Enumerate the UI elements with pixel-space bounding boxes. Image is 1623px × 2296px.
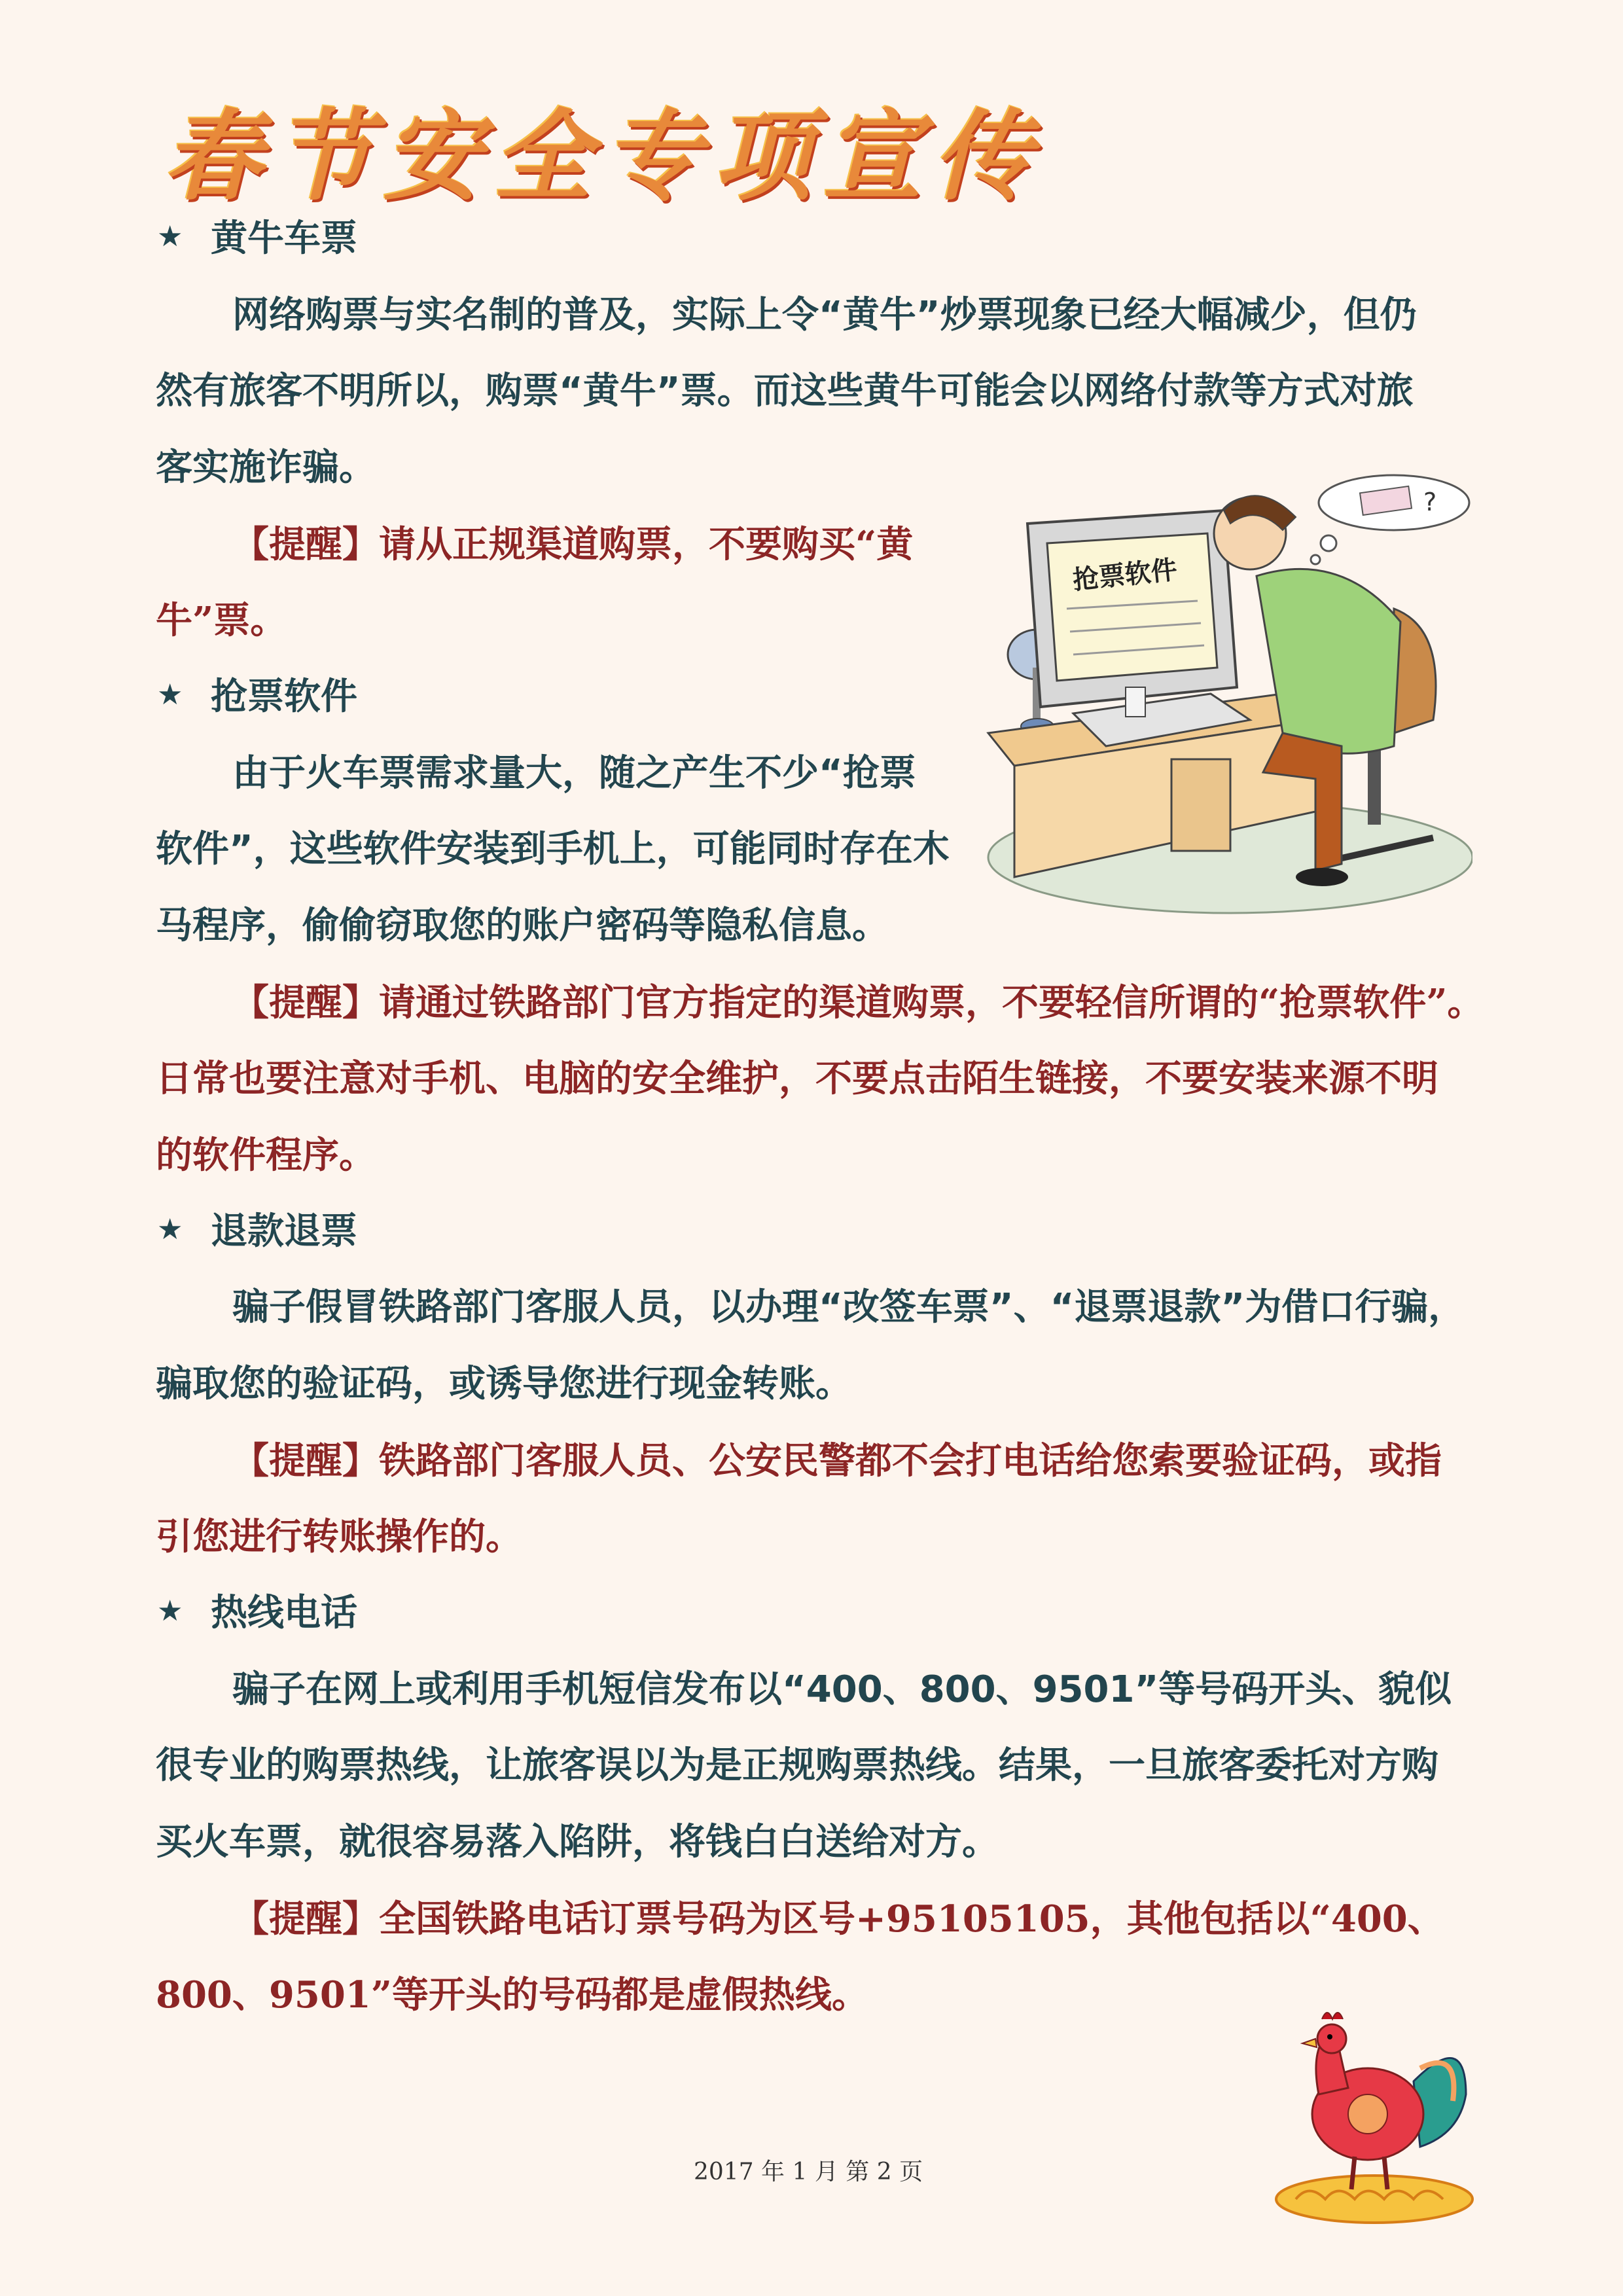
remind-line: 【提醒】请通过铁路部门官方指定的渠道购票，不要轻信所谓的“抢票软件”。 [232, 981, 1484, 1024]
section-heading: 黄牛车票 [211, 217, 357, 260]
remind-line: 引您进行转账操作的。 [156, 1515, 522, 1558]
rooster-illustration [1270, 2003, 1479, 2232]
body-line: 然有旅客不明所以，购票“黄牛”票。而这些黄牛可能会以网络付款等方式对旅 [156, 370, 1414, 412]
body-line: 网络购票与实名制的普及，实际上令“黄牛”炒票现象已经大幅减少，但仍 [232, 294, 1417, 336]
screen-label: 抢票软件 [1071, 554, 1179, 596]
page-footer: 2017 年 1 月 第 2 页 [694, 2159, 923, 2185]
remind-line: 【提醒】铁路部门客服人员、公安民警都不会打电话给您索要验证码，或指 [232, 1439, 1442, 1482]
section-heading: 热线电话 [211, 1592, 357, 1634]
remind-line: 牛”票。 [156, 599, 287, 642]
remind-line: 【提醒】请从正规渠道购票，不要购买“黄 [232, 523, 914, 566]
body-line: 由于火车票需求量大，随之产生不少“抢票 [232, 752, 916, 795]
star-bullet-icon: ★ [157, 220, 183, 253]
section-heading: 抢票软件 [211, 675, 357, 718]
svg-text:?: ? [1423, 488, 1437, 516]
remind-line: 【提醒】全国铁路电话订票号码为区号+95105105，其他包括以“400、 [232, 1897, 1444, 1941]
body-line: 很专业的购票热线，让旅客误以为是正规购票热线。结果，一旦旅客委托对方购 [156, 1744, 1438, 1787]
body-line: 骗子假冒铁路部门客服人员，以办理“改签车票”、“退票退款”为借口行骗， [232, 1286, 1465, 1329]
body-line: 客实施诈骗。 [156, 446, 376, 489]
body-line: 买火车票，就很容易落入陷阱，将钱白白送给对方。 [156, 1821, 999, 1863]
body-line: 软件”，这些软件安装到手机上，可能同时存在木 [156, 828, 950, 870]
page-title: 春节安全专项宣传 [164, 99, 1044, 214]
star-bullet-icon: ★ [157, 1594, 183, 1628]
body-line: 骗子在网上或利用手机短信发布以“400、800、9501”等号码开头、貌似 [232, 1668, 1452, 1711]
star-bullet-icon: ★ [157, 678, 183, 711]
star-bullet-icon: ★ [157, 1213, 183, 1246]
body-line: 骗取您的验证码，或诱导您进行现金转账。 [156, 1363, 852, 1405]
section-heading: 退款退票 [211, 1210, 357, 1253]
remind-line: 的软件程序。 [156, 1134, 376, 1177]
computer-user-illustration [975, 471, 1472, 929]
remind-line: 日常也要注意对手机、电脑的安全维护，不要点击陌生链接，不要安装来源不明 [156, 1057, 1438, 1100]
body-line: 马程序，偷偷窃取您的账户密码等隐私信息。 [156, 905, 889, 947]
remind-line: 800、9501”等开头的号码都是虚假热线。 [156, 1973, 868, 2017]
